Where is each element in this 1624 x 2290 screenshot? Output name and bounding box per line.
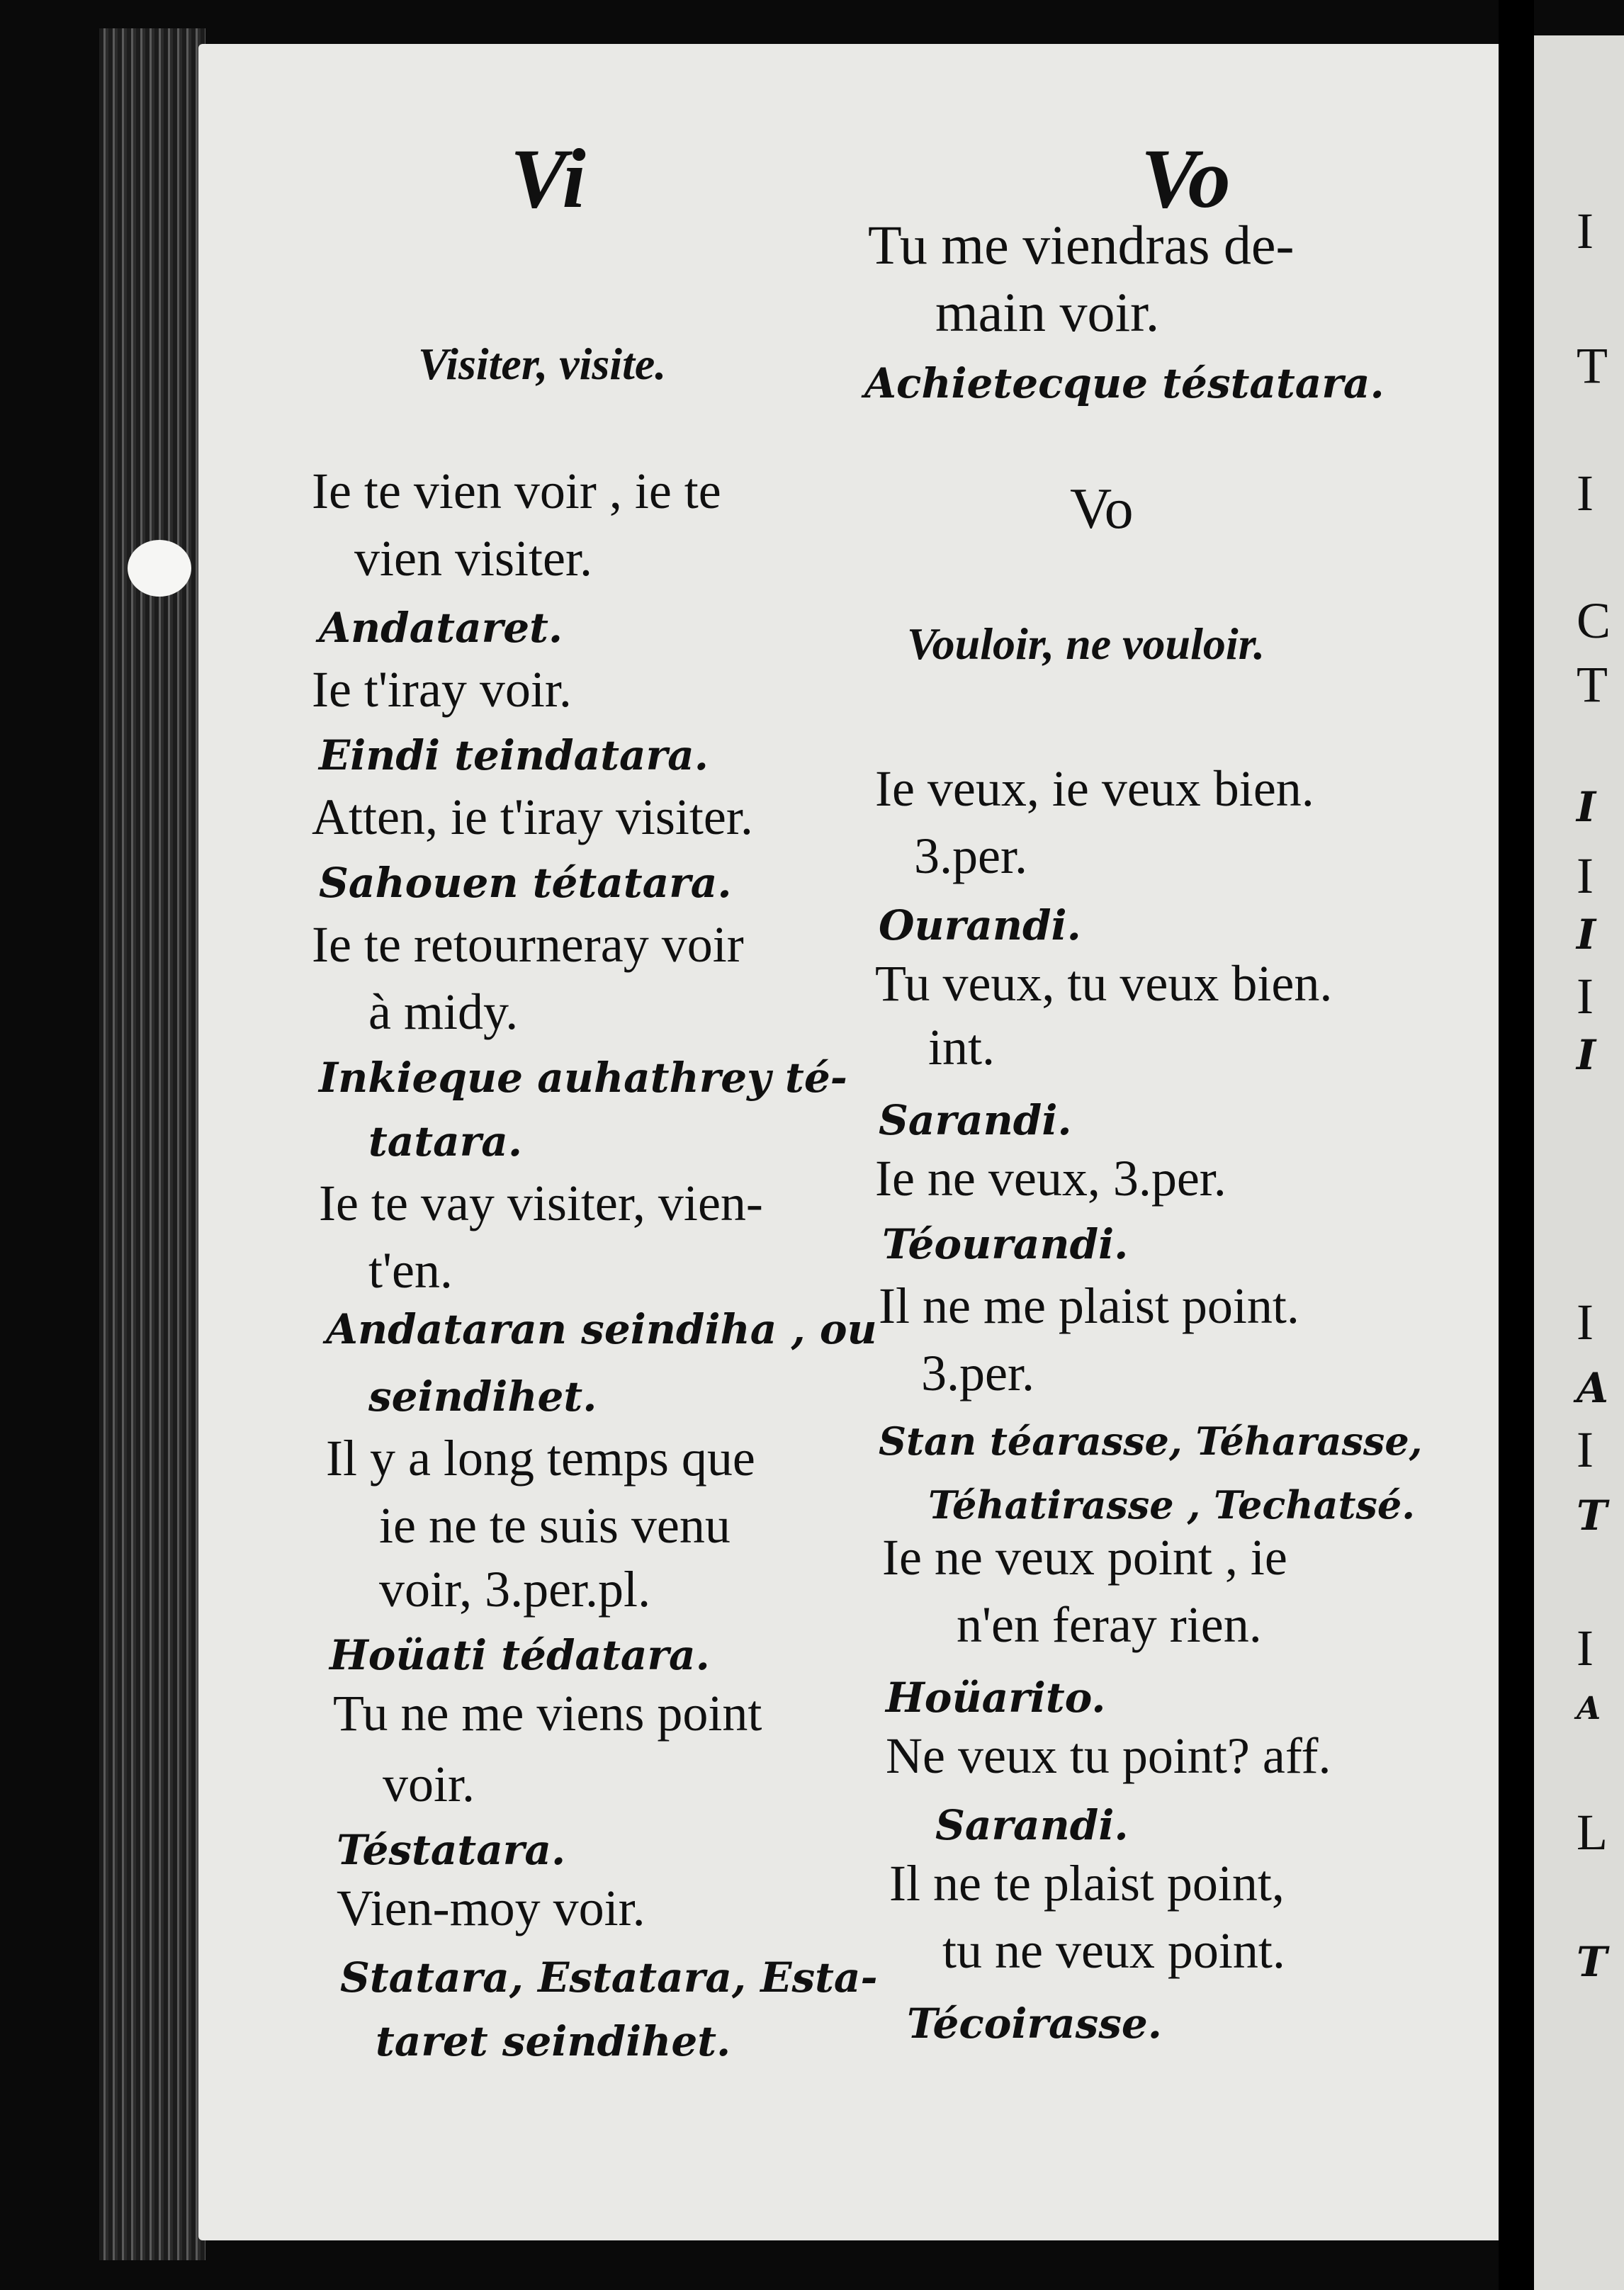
- right-line: Ie ne veux point , ie: [882, 1529, 1287, 1586]
- right-line: Téourandi.: [882, 1220, 1129, 1268]
- facing-fragment: L: [1577, 1804, 1608, 1861]
- facing-fragment: I: [1577, 1031, 1596, 1079]
- facing-fragment: T: [1577, 1491, 1608, 1540]
- right-line: Técoirasse.: [907, 1999, 1162, 2048]
- left-line: Il y a long temps que: [326, 1430, 755, 1487]
- book-page: [198, 44, 1502, 2240]
- paper-stain: [128, 540, 191, 597]
- right-line: Ne veux tu point? aff.: [886, 1727, 1331, 1784]
- left-line: Ie te vay visiter, vien-: [319, 1175, 763, 1231]
- right-line: n'en feray rien.: [957, 1596, 1262, 1653]
- facing-fragment: T: [1577, 1938, 1608, 1986]
- right-line: 3.per.: [914, 828, 1027, 884]
- right-column: [198, 44, 1502, 2240]
- left-line: Andataran seindiha , ou: [326, 1305, 877, 1353]
- left-line: taret seindihet.: [376, 2017, 731, 2065]
- facing-fragment: I: [1577, 1421, 1594, 1478]
- facing-page-edge: [1534, 35, 1624, 2290]
- right-line: int.: [928, 1019, 996, 1076]
- right-line: Hoüarito.: [886, 1674, 1106, 1722]
- right-line: Ie ne veux, 3.per.: [875, 1150, 1227, 1207]
- left-line: Vien-moy voir.: [337, 1880, 645, 1936]
- left-line: voir.: [383, 1756, 475, 1812]
- left-line: Atten, ie t'iray visiter.: [312, 789, 753, 845]
- running-head-right: Vo: [1141, 131, 1231, 225]
- left-line: Ie te vien voir , ie te: [312, 463, 721, 519]
- left-subhead: Visiter, visite.: [418, 339, 667, 389]
- left-line: Tu ne me viens point: [333, 1685, 762, 1742]
- right-line: Sarandi.: [935, 1801, 1129, 1849]
- book-gutter: [1499, 0, 1534, 2290]
- left-line: Ie te retourneray voir: [312, 916, 744, 973]
- facing-fragment: I: [1577, 783, 1596, 831]
- right-line: Il ne te plaist point,: [889, 1855, 1285, 1912]
- section-head-vo: Vo: [1070, 476, 1134, 541]
- left-line: seindihet.: [368, 1372, 597, 1421]
- left-line: Ie t'iray voir.: [312, 661, 572, 718]
- right-subhead: Vouloir, ne vouloir.: [907, 619, 1265, 669]
- book-fore-edge: [99, 28, 205, 2260]
- left-line: ie ne te suis venu: [379, 1497, 731, 1554]
- facing-fragment: A: [1577, 1364, 1609, 1412]
- right-line: main voir.: [935, 281, 1160, 343]
- facing-fragment: I: [1577, 1620, 1594, 1676]
- left-line: tatara.: [368, 1117, 523, 1166]
- right-line: Stan téarasse, Téharasse,: [879, 1418, 1423, 1464]
- left-line: voir, 3.per.pl.: [379, 1561, 651, 1618]
- facing-fragment: I: [1577, 465, 1594, 521]
- right-line: Ie veux, ie veux bien.: [875, 760, 1314, 817]
- right-line: Téhatirasse , Techatsé.: [928, 1482, 1416, 1528]
- left-line: Andataret.: [319, 604, 563, 652]
- facing-fragment: I: [1577, 203, 1594, 259]
- right-line: Ourandi.: [879, 901, 1081, 949]
- right-line: Il ne me plaist point.: [879, 1277, 1299, 1334]
- right-line: Tu veux, tu veux bien.: [875, 955, 1333, 1012]
- right-line: Achietecque téstatara.: [864, 359, 1385, 407]
- left-line: Statara, Estatara, Esta-: [340, 1953, 878, 2002]
- left-line: Eindi teindatara.: [319, 731, 709, 779]
- facing-fragment: I: [1577, 1294, 1594, 1350]
- left-line: à midy.: [368, 983, 519, 1040]
- left-line: Téstatara.: [337, 1826, 566, 1874]
- right-line: Tu me viendras de-: [868, 214, 1295, 276]
- left-line: Hoüati tédatara.: [329, 1631, 710, 1679]
- facing-fragment: A: [1577, 1691, 1601, 1727]
- facing-fragment: I: [1577, 910, 1596, 959]
- left-line: vien visiter.: [354, 530, 592, 587]
- left-line: Inkieque auhathrey té-: [319, 1054, 847, 1102]
- right-line: 3.per.: [921, 1345, 1034, 1401]
- running-head-left: Vi: [510, 131, 586, 225]
- facing-fragment: I: [1577, 847, 1594, 904]
- facing-fragment: T: [1577, 337, 1608, 394]
- right-line: tu ne veux point.: [942, 1922, 1285, 1979]
- facing-fragment: T: [1577, 656, 1608, 713]
- left-line: t'en.: [368, 1242, 453, 1299]
- facing-fragment: I: [1577, 968, 1594, 1025]
- right-line: Sarandi.: [879, 1096, 1072, 1144]
- facing-fragment: C: [1577, 592, 1611, 649]
- left-line: Sahouen tétatara.: [319, 859, 732, 907]
